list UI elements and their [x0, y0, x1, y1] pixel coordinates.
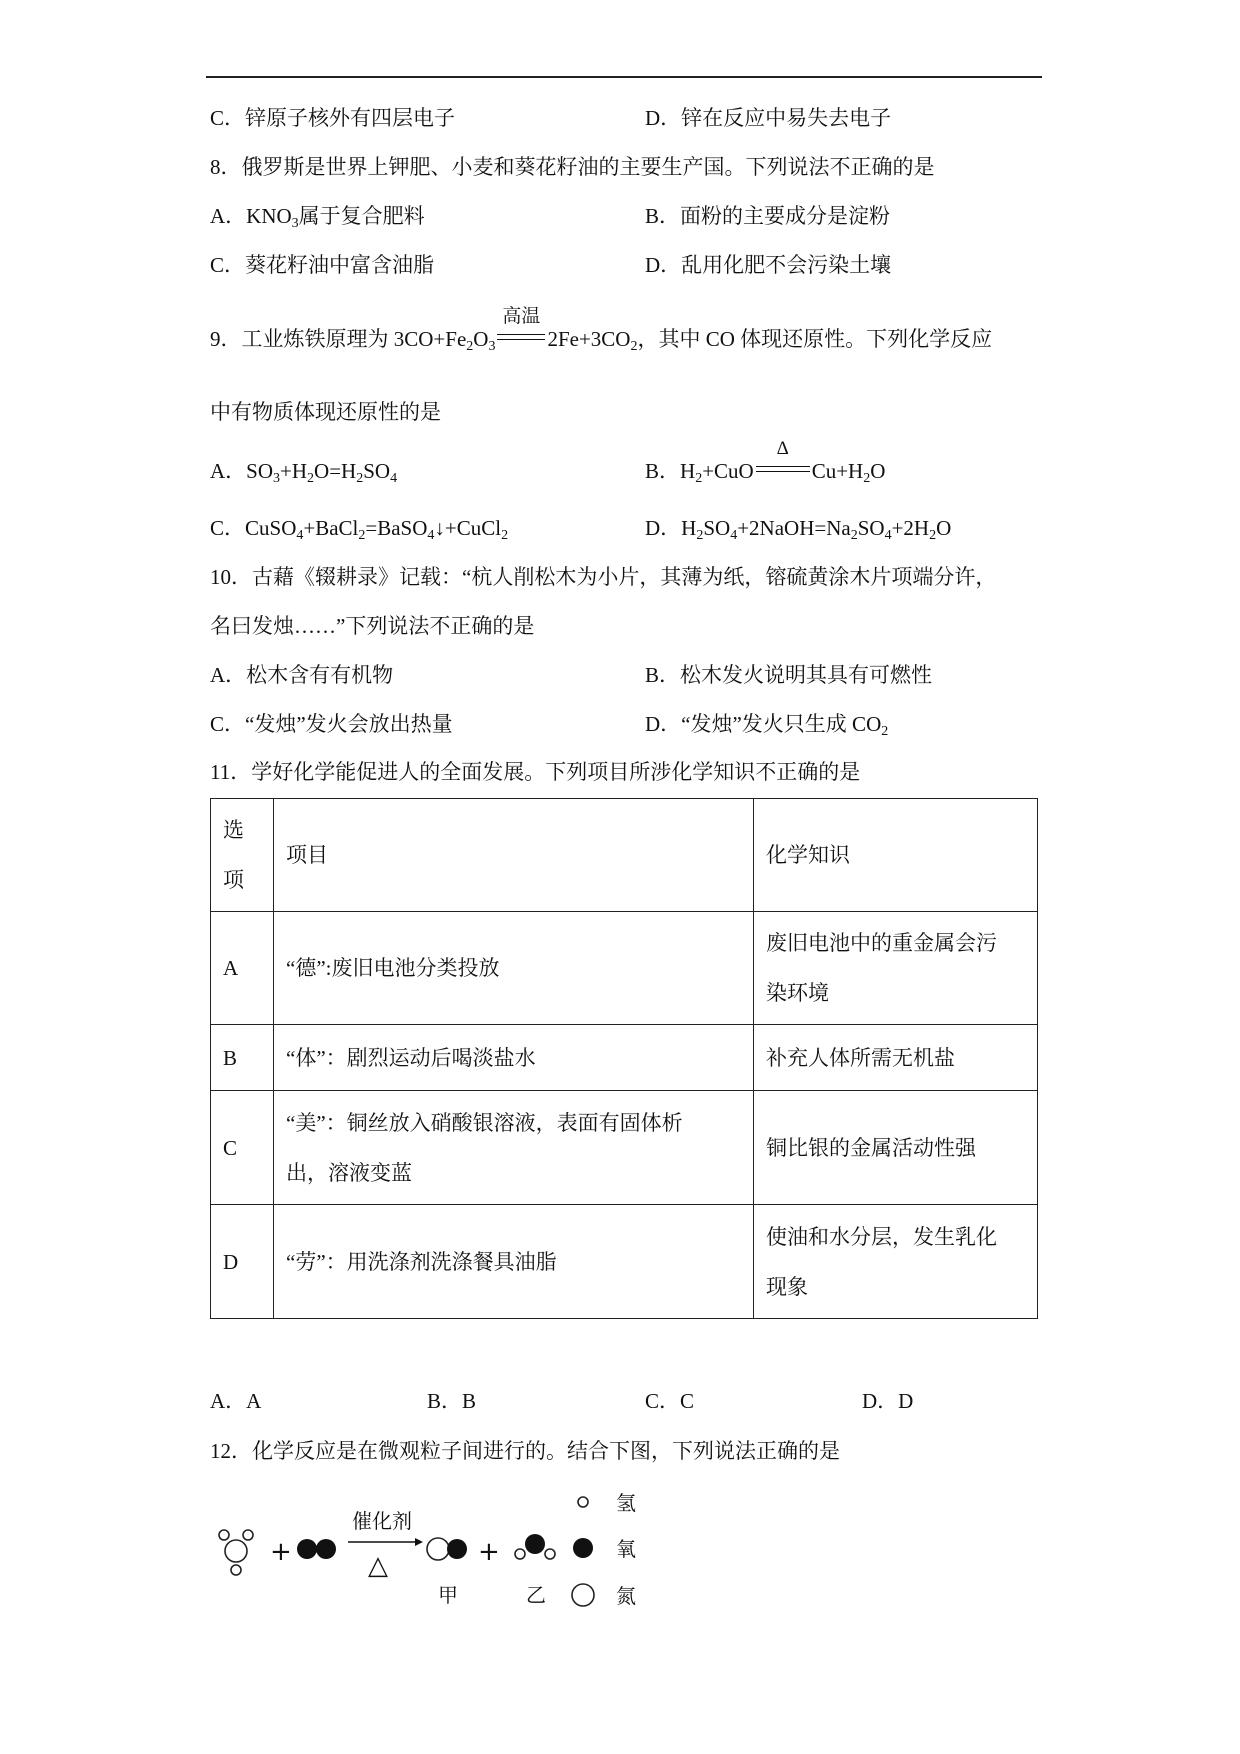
q11-answer-a: A．A	[210, 1389, 262, 1413]
q8-option-c: C．葵花籽油中富含油脂	[210, 253, 435, 277]
reaction-arrow	[348, 1509, 423, 1581]
header-rule	[206, 76, 1042, 78]
q11-stem: 11．学好化学能促进人的全面发展。下列项目所涉化学知识不正确的是	[210, 760, 861, 784]
q10-option-a: A．松木含有有机物	[210, 663, 394, 687]
row-item: “德”:废旧电池分类投放	[274, 912, 754, 1025]
row-option: D	[211, 1205, 274, 1319]
q8-option-a: A．$KNO_3$属于复合肥料	[210, 204, 425, 231]
q11-answer-d: D．D	[862, 1389, 914, 1413]
row-knowledge: 铜比银的金属活动性强	[754, 1091, 1038, 1205]
row-knowledge: 废旧电池中的重金属会污 染环境	[754, 912, 1038, 1025]
table-row	[211, 1205, 1038, 1319]
row-knowledge: 补充人体所需无机盐	[754, 1025, 1038, 1091]
legend	[572, 1491, 636, 1608]
label-jia: 甲	[438, 1583, 458, 1607]
row-option: B	[211, 1025, 274, 1091]
row-option: C	[211, 1091, 274, 1205]
row-item: “体”：剧烈运动后喝淡盐水	[274, 1025, 754, 1091]
legend-nitrogen-label: 氮	[616, 1584, 636, 1608]
q9-option-a: A．$SO_3+H_2O=H_2SO_4$	[210, 459, 398, 486]
q10-stem-line2: 名曰发烛……”下列说法不正确的是	[210, 614, 535, 638]
q10-option-c: C．“发烛”发火会放出热量	[210, 712, 453, 736]
row-item: “劳”：用洗涤剂洗涤餐具油脂	[274, 1205, 754, 1319]
plus-sign-1: +	[270, 1537, 292, 1567]
header-item: 项目	[274, 799, 754, 912]
row-item: “美”：铜丝放入硝酸银溶液，表面有固体析 出，溶液变蓝	[274, 1091, 754, 1205]
header-knowledge: 化学知识	[754, 799, 1038, 912]
q9-option-d: D．$H_2SO_4+2NaOH=Na_2SO_4+2H_2O$	[645, 516, 952, 543]
table-row	[211, 912, 1038, 1025]
table-row	[211, 1025, 1038, 1091]
q8-option-b: B．面粉的主要成分是淀粉	[645, 204, 891, 228]
svg-text:△: △	[368, 1551, 388, 1581]
table-row	[211, 1091, 1038, 1205]
reactant-nh3-molecule	[219, 1530, 253, 1575]
header-option: 选 项	[211, 799, 274, 912]
q10-option-b: B．松木发火说明其具有可燃性	[645, 663, 933, 687]
q12-stem: 12．化学反应是在微观粒子间进行的。结合下图，下列说法正确的是	[210, 1439, 840, 1463]
q8-option-d: D．乱用化肥不会污染土壤	[645, 253, 892, 277]
q9-reaction-arrow: 高温	[497, 326, 545, 348]
label-yi: 乙	[526, 1583, 546, 1607]
row-option: A	[211, 912, 274, 1025]
q11-table	[210, 798, 1038, 1319]
legend-hydrogen-symbol	[578, 1497, 588, 1507]
row-knowledge: 使油和水分层，发生乳化 现象	[754, 1205, 1038, 1319]
q9-b-arrow: Δ	[756, 458, 810, 480]
legend-oxygen-label: 氧	[616, 1537, 636, 1561]
product-jia-molecule	[427, 1538, 467, 1560]
reactant-o2-molecule	[297, 1539, 336, 1559]
legend-nitrogen-symbol	[572, 1584, 594, 1606]
q9-option-c: C．CuSO$_4$+BaCl$_2$=BaSO$_4$↓+CuCl$_2$	[210, 516, 509, 543]
q7-option-d: D．锌在反应中易失去电子	[645, 106, 892, 130]
q10-option-d: D．“发烛”发火只生成 $CO_2$	[645, 712, 889, 739]
q11-answer-c: C．C	[645, 1389, 695, 1413]
q9-stem-line2: 中有物质体现还原性的是	[210, 400, 441, 424]
legend-hydrogen-label: 氢	[616, 1491, 636, 1515]
plus-sign-2: +	[478, 1537, 500, 1567]
q10-stem-line1: 10．古藉《辍耕录》记载：“杭人削松木为小片，其薄为纸，镕硫黄涂木片项端分许，	[210, 565, 997, 589]
q7-option-c: C．锌原子核外有四层电子	[210, 106, 456, 130]
q9-stem-line1: 9．工业炼铁原理为 $3CO+Fe_2O_3$ 高温 $2Fe+3CO_2$，其中 CO 体现还原性。下列化学反应	[210, 306, 993, 354]
q8-stem: 8．俄罗斯是世界上钾肥、小麦和葵花籽油的主要生产国。下列说法不正确的是	[210, 155, 935, 179]
legend-oxygen-symbol	[573, 1538, 593, 1558]
q11-table-header	[211, 799, 1038, 912]
product-yi-molecule	[515, 1534, 555, 1559]
svg-text:催化剂: 催化剂	[352, 1509, 412, 1533]
q12-reaction-diagram	[210, 1490, 670, 1630]
q9-option-b: B．$H_2+CuO$ Δ $Cu+H_2O$	[645, 438, 886, 486]
q11-answer-b: B．B	[427, 1389, 477, 1413]
